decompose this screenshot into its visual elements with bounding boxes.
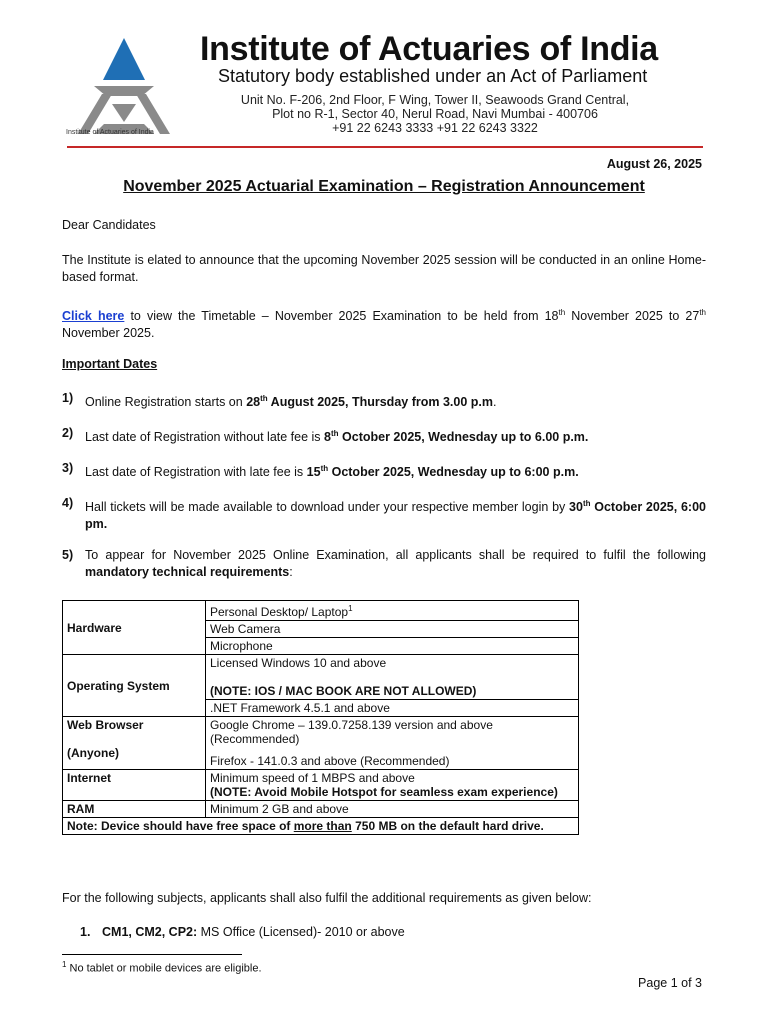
item-text-end: :	[289, 565, 293, 579]
footnote-number: 1	[62, 960, 67, 969]
item-number: 4)	[62, 496, 74, 510]
important-dates-heading	[62, 356, 706, 373]
timetable-sup-2: th	[699, 308, 706, 317]
institute-name: Institute of Actuaries of India	[200, 30, 658, 68]
table-cell	[206, 770, 579, 801]
institute-subtitle: Statutory body established under an Act of Parliament	[218, 66, 648, 86]
address-line-1: Unit No. F-206, 2nd Floor, F Wing, Tower II, Seawoods Grand Central,	[240, 93, 630, 107]
cell-note: (NOTE: Avoid Mobile Hotspot for seamless exam experience)	[210, 785, 558, 799]
item-sup: th	[582, 499, 591, 508]
cell-text: Personal Desktop/ Laptop	[210, 605, 349, 619]
phone-line: +91 22 6243 3333 +91 22 6243 3322	[332, 121, 538, 135]
table-cell	[206, 601, 579, 621]
cell-note: (NOTE: IOS / MAC BOOK ARE NOT ALLOWED)	[210, 684, 477, 698]
category-hardware: Hardware	[63, 601, 206, 655]
item-text	[85, 495, 706, 533]
table-cell: .NET Framework 4.5.1 and above	[206, 700, 579, 717]
item-text-bold: August 2025, Thursday from 3.00 p.m	[267, 395, 493, 410]
cell-text: Minimum speed of 1 MBPS and above	[210, 771, 415, 785]
footnote-divider	[62, 954, 242, 955]
cell-text: Licensed Windows 10 and above	[210, 656, 387, 670]
table-row	[63, 801, 579, 818]
salutation: Dear Candidates	[62, 218, 156, 232]
item-text-bold: mandatory technical requirements	[85, 565, 290, 579]
item-text-bold: October 2025, Wednesday up to 6:00 p.m.	[328, 465, 579, 480]
item-text-bold: October 2025, 6:00 pm.	[85, 500, 706, 532]
category-label: Web Browser	[67, 718, 144, 732]
table-cell: Microphone	[206, 638, 579, 655]
item-text	[102, 924, 680, 941]
cell-text: Firefox - 141.0.3 and above (Recommended)	[210, 754, 450, 768]
table-cell	[206, 655, 579, 700]
table-row	[63, 818, 579, 835]
institute-address	[215, 93, 655, 135]
footnote	[62, 960, 262, 975]
item-text-bold: October 2025, Wednesday up to 6.00 p.m.	[338, 430, 589, 445]
item-text-bold: 15	[306, 465, 321, 480]
list-item	[62, 390, 706, 411]
logo-caption: Institute of Actuaries of India	[66, 129, 154, 136]
category-sublabel: (Anyone)	[67, 746, 119, 760]
institute-logo	[64, 36, 184, 144]
note-underlined: more than	[293, 819, 352, 833]
timetable-text-before: to view the Timetable – November 2025 Examination to be held from 18	[124, 309, 559, 324]
table-row	[63, 770, 579, 801]
category-operating-system: Operating System	[63, 655, 206, 717]
item-text-end: .	[492, 395, 497, 410]
document-date: August 26, 2025	[606, 157, 702, 171]
item-text-bold: 28	[246, 395, 261, 410]
item-number: 3)	[62, 461, 74, 475]
header-divider	[67, 146, 703, 148]
note-text: 750 MB on the default hard drive.	[351, 819, 544, 833]
title-text: November 2025 Actuarial Examination – Registration Announcement	[123, 178, 645, 195]
list-item	[62, 425, 706, 446]
list-item	[62, 460, 706, 481]
item-text-plain: Hall tickets will be made available to download under your respective member login by	[85, 500, 570, 515]
category-web-browser	[63, 717, 206, 770]
table-note	[63, 818, 579, 835]
technical-requirements-table	[62, 600, 579, 835]
item-number: 1.	[80, 925, 91, 939]
category-internet: Internet	[63, 770, 206, 801]
timetable-paragraph	[62, 304, 706, 342]
item-text-plain: MS Office (Licensed)- 2010 or above	[197, 925, 405, 939]
footnote-text: No tablet or mobile devices are eligible.	[66, 962, 262, 975]
list-item	[80, 924, 680, 941]
item-number: 2)	[62, 426, 74, 440]
page-number: Page 1 of 3	[638, 976, 702, 990]
item-number: 5)	[62, 548, 74, 562]
item-text-plain: Last date of Registration with late fee is	[85, 465, 307, 480]
item-text-plain: Last date of Registration without late fee is	[85, 430, 325, 445]
footnote-ref: 1	[348, 604, 353, 613]
item-text	[85, 425, 706, 446]
timetable-text-mid: November 2025 to 27	[565, 309, 700, 324]
item-sup: th	[320, 464, 329, 473]
list-item	[62, 547, 706, 581]
item-text-plain: Online Registration starts on	[85, 395, 247, 410]
item-text	[85, 547, 706, 581]
timetable-link[interactable]: Click here	[62, 309, 125, 324]
document-title	[62, 178, 706, 196]
note-text: Note: Device should have free space of	[67, 819, 294, 833]
category-ram: RAM	[63, 801, 206, 818]
table-cell: Web Camera	[206, 621, 579, 638]
item-text	[85, 390, 706, 411]
table-cell: Minimum 2 GB and above	[206, 801, 579, 818]
item-number: 1)	[62, 391, 74, 405]
important-dates-heading-text: Important Dates	[62, 357, 158, 371]
list-item	[62, 495, 706, 533]
table-row	[63, 655, 579, 700]
item-text-bold: CM1, CM2, CP2:	[102, 925, 198, 939]
table-row	[63, 717, 579, 770]
table-cell	[206, 717, 579, 770]
table-row	[63, 601, 579, 621]
item-sup: th	[260, 394, 268, 403]
address-line-2: Plot no R-1, Sector 40, Nerul Road, Navi Mumbai - 400706	[272, 107, 598, 121]
item-sup: th	[330, 429, 339, 438]
cell-text: Google Chrome – 139.0.7258.139 version and above (Recommended)	[210, 718, 493, 746]
item-text-plain: To appear for November 2025 Online Examination, all applicants shall be required to fulfil the following	[85, 548, 706, 562]
timetable-text-after: November 2025.	[62, 326, 155, 341]
item-text-bold: 30	[569, 500, 583, 515]
intro-paragraph: The Institute is elated to announce that the upcoming November 2025 session will be conducted in an online Home-based format.	[62, 253, 706, 284]
timetable-sup-1: th	[558, 308, 566, 317]
additional-requirements-text: For the following subjects, applicants shall also fulfil the additional requirements as given below:	[62, 891, 592, 905]
item-text	[85, 460, 706, 481]
item-text-bold: 8	[324, 430, 331, 445]
